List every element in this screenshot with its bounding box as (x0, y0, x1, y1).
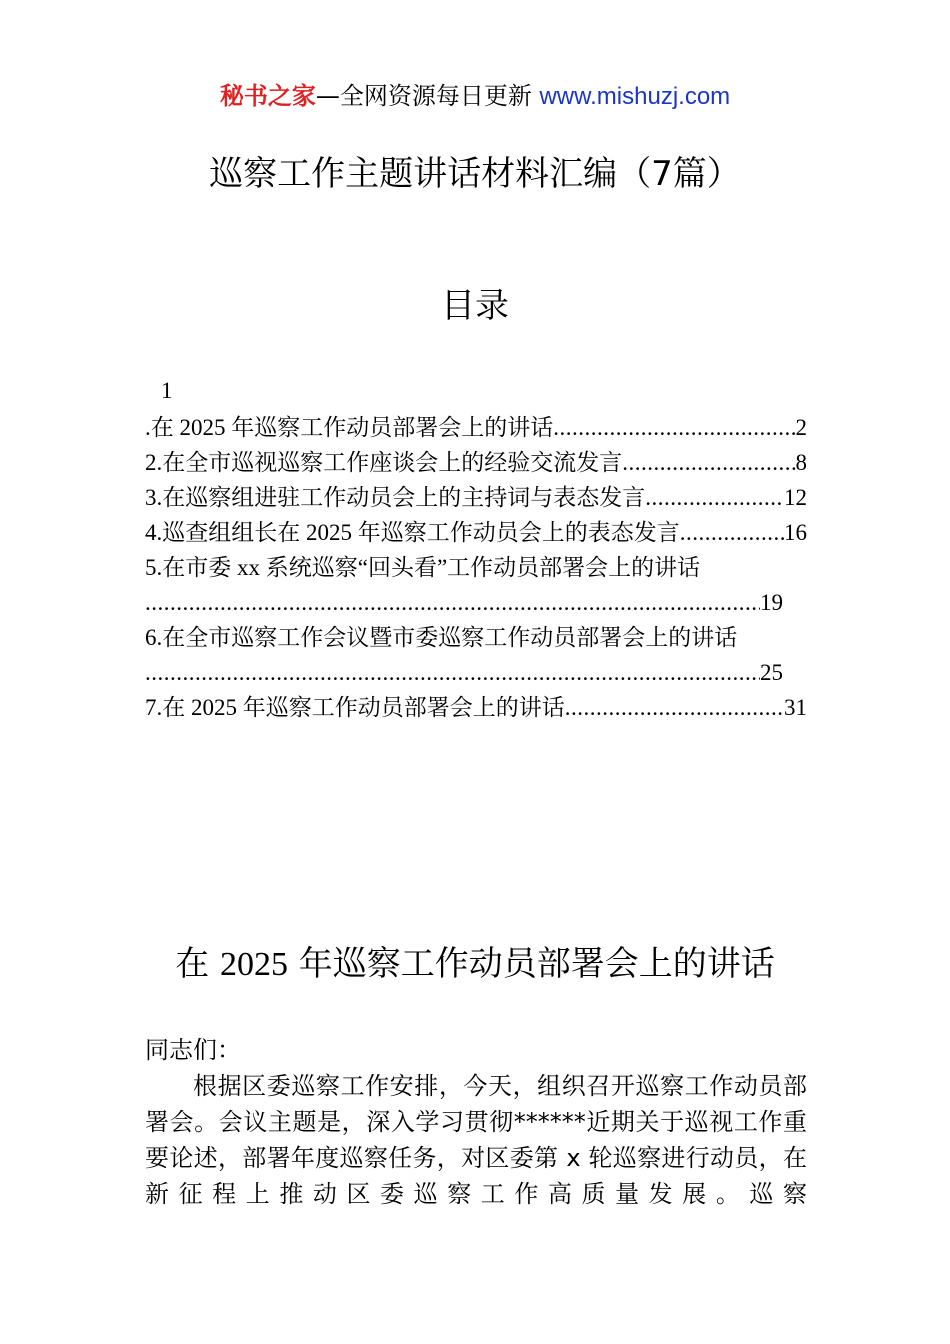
section-body (145, 1032, 807, 1212)
toc-entry-page: 31 (784, 695, 807, 720)
toc-leader-dots (622, 445, 795, 480)
toc-entry-label: 6.在全市巡察工作会议暨市委巡察工作动员部署会上的讲话 (145, 625, 738, 650)
toc-entry-label: 3.在巡察组进驻工作动员会上的主持词与表态发言 (145, 485, 646, 510)
site-header (0, 80, 950, 113)
toc-entry-page: 12 (784, 485, 807, 510)
toc-entry-label: 4.巡查组组长在 2025 年巡察工作动员会上的表态发言 (145, 520, 680, 545)
toc-entry-5[interactable] (145, 550, 807, 585)
toc-entry-6-page-line[interactable] (145, 655, 807, 690)
toc-entry-4[interactable] (145, 515, 807, 550)
toc-leader-dots (145, 655, 760, 690)
toc-leader-dots (553, 410, 795, 445)
toc-entry-page: 2 (795, 415, 807, 440)
section-title (0, 940, 950, 989)
toc-leader-dots (680, 515, 784, 550)
toc-entry-page: 16 (784, 520, 807, 545)
toc-entry-2[interactable] (145, 445, 807, 480)
toc-entry-label: .在 2025 年巡察工作动员部署会上的讲话 (145, 415, 554, 440)
toc-entry-page: 25 (760, 660, 783, 685)
brand-name: 秘书之家 (219, 82, 316, 110)
toc-entry-1[interactable] (145, 410, 807, 445)
section-title-prefix: 在 (175, 944, 220, 984)
section-title-year: 2025 (220, 946, 288, 983)
toc-entry-6[interactable] (145, 620, 807, 655)
toc-leader-dots (645, 480, 784, 515)
section-title-suffix: 年巡察工作动员部署会上的讲话 (288, 944, 775, 984)
toc-entry-7[interactable] (145, 690, 807, 725)
toc-entry-3[interactable] (145, 480, 807, 515)
toc-entry-label: 7.在 2025 年巡察工作动员部署会上的讲话 (145, 695, 565, 720)
toc-entry-page: 8 (795, 450, 807, 475)
toc-entry-label: 5.在市委 xx 系统巡察“回头看”工作动员部署会上的讲话 (145, 555, 701, 580)
toc-entry-label: 2.在全市巡视巡察工作座谈会上的经验交流发言 (145, 450, 623, 475)
table-of-contents (145, 372, 807, 725)
toc-leader-dots (145, 585, 760, 620)
document-title: 巡察工作主题讲话材料汇编（7篇） (209, 154, 741, 194)
site-url-link[interactable]: www.mishuzj.com (539, 83, 731, 110)
toc-entry-page: 19 (760, 590, 783, 615)
toc-entry-1-number: 1 (161, 378, 173, 403)
toc-entry-5-page-line[interactable] (145, 585, 807, 620)
header-tagline: —全网资源每日更新 (315, 82, 540, 110)
toc-heading: 目录 (441, 286, 509, 326)
toc-leader-dots (565, 690, 784, 725)
salutation: 同志们： (145, 1036, 241, 1064)
body-paragraph: 根据区委巡察工作安排，今天，组织召开巡察工作动员部署会。会议主题是，深入学习贯彻******近期关于巡视工作重要论述，部署年度巡察任务，对区委第 x 轮巡察进行动员，在新征程上推动区委巡察工作高质量发展。巡察 (145, 1072, 807, 1208)
